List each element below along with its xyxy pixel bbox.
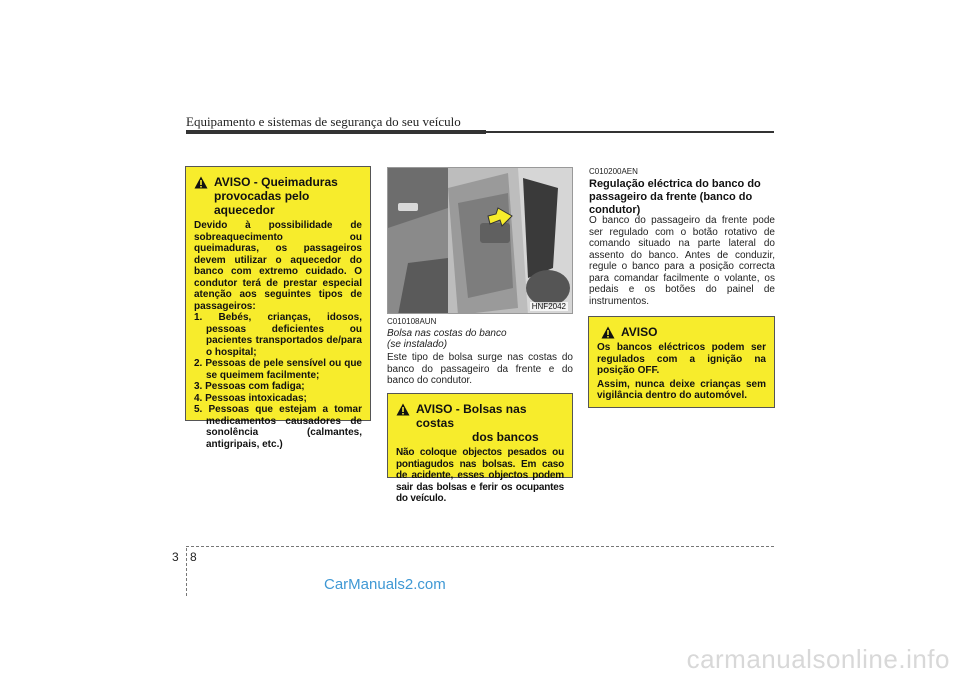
header-rule-accent — [186, 130, 486, 134]
footer-rule — [186, 546, 774, 547]
warning-body: Não coloque objectos pesados ou pontiagudos nas bolsas. Em caso de acidente, esses objectos podem sair das bolsas e ferir os ocupantes do veículo. — [396, 447, 564, 504]
site-footer-watermark: carmanualsonline.info — [686, 644, 950, 674]
section-code: C010200AEN — [589, 167, 638, 176]
list-item: 4. Pessoas intoxicadas; — [194, 392, 307, 404]
list-item: 2. Pessoas de pele sensível ou que se queimem facilmente; — [194, 358, 362, 381]
warning-triangle-icon — [396, 403, 410, 416]
section-body: O banco do passageiro da frente pode ser regulado com o botão rotativo de comando situado na parte lateral do assento do banco. Antes de conduzir, regule o banco para a posição correcta para comandar facilmente o volante, os pedais e os botões do painel de instrumentos. — [589, 215, 775, 307]
seat-back-pocket-photo — [387, 167, 573, 314]
warning-title: AVISO - Bolsas nas costas dos bancos — [416, 402, 539, 444]
watermark-link[interactable]: CarManuals2.com — [324, 576, 446, 593]
warning-list — [194, 312, 362, 450]
photo-code: HNF2042 — [531, 302, 566, 311]
page-number: 8 — [190, 550, 197, 564]
list-item: 3. Pessoas com fadiga; — [194, 381, 305, 392]
section-body: Este tipo de bolsa surge nas costas do banco do passageiro da frente e do banco do condutor. — [387, 352, 573, 386]
warning-body: Os bancos eléctricos podem ser regulados com a ignição na posição OFF. — [597, 342, 766, 376]
section-subtitle: Bolsa nas costas do banco (se instalado) — [387, 328, 507, 350]
chapter-number: 3 — [172, 550, 179, 564]
list-item: 5. Pessoas que estejam a tomar medicamentos causadores de sonolência (calmantes, antigripais, etc.) — [194, 404, 362, 450]
warning-title: AVISO - Queimaduras provocadas pelo aquecedor — [214, 175, 338, 217]
list-item: 1. Bebés, crianças, idosos, pessoas deficientes ou pacientes transportados de/para o hospital; — [194, 312, 362, 358]
warning-body: Devido à possibilidade de sobreaquecimento ou queimaduras, os passageiros devem utilizar o aquecedor do banco com extremo cuidado. O condutor terá de prestar especial atenção aos seguintes tipos de passageiros: — [194, 220, 362, 312]
car-interior-illustration — [388, 168, 573, 314]
warning-box-heater-burns — [185, 166, 371, 450]
warning-triangle-icon — [194, 176, 208, 189]
warning-title: AVISO — [621, 325, 658, 339]
section-title: Regulação eléctrica do banco do passageiro da frente (banco do condutor) — [589, 178, 761, 216]
warning-box-seat-pockets — [387, 393, 573, 504]
warning-box-power-seat — [588, 316, 775, 408]
warning-body: Assim, nunca deixe crianças sem vigilância dentro do automóvel. — [597, 378, 766, 401]
section-code: C010108AUN — [387, 317, 437, 326]
page-header-title: Equipamento e sistemas de segurança do seu veículo — [186, 114, 461, 129]
footer-vertical-rule — [186, 548, 187, 596]
warning-triangle-icon — [601, 326, 615, 339]
